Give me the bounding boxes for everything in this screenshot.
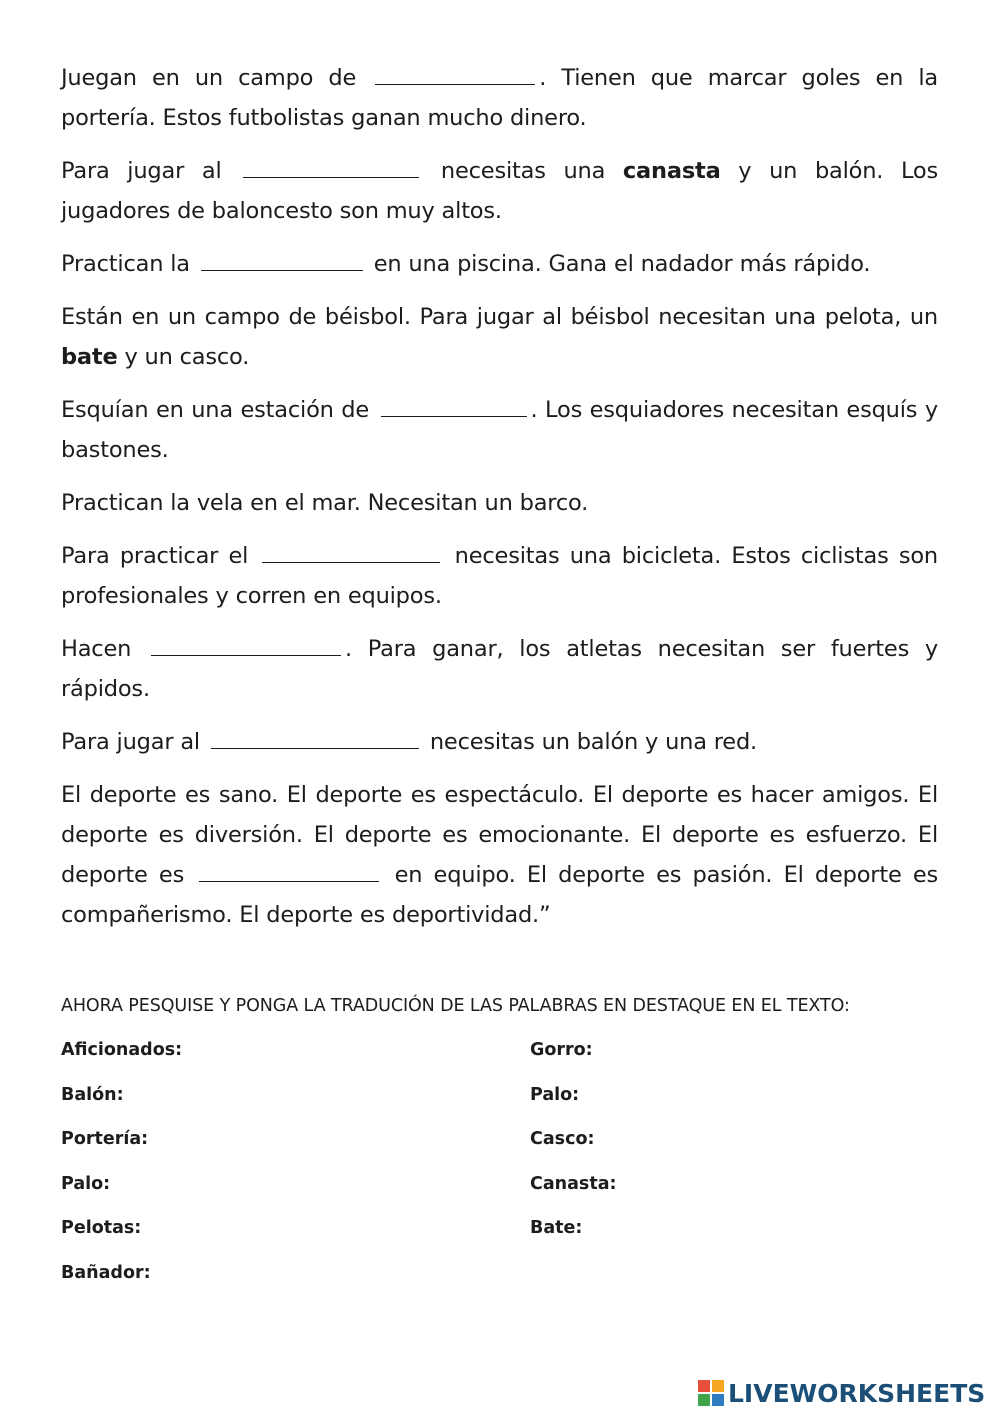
blank-input-8[interactable]	[151, 631, 341, 656]
blank-input-2[interactable]	[243, 153, 419, 178]
liveworksheets-logo	[698, 1377, 985, 1409]
paragraph-8	[61, 629, 938, 709]
vocab-row	[61, 1129, 661, 1174]
text: Están en un campo de béisbol. Para jugar al béisbol necesitan una pelota, un	[61, 304, 938, 330]
paragraph-3	[61, 244, 938, 284]
paragraph-9	[61, 722, 938, 762]
vocab-term[interactable]: Palo:	[530, 1084, 580, 1105]
blank-input-5[interactable]	[381, 392, 527, 417]
paragraph-7	[61, 536, 938, 616]
text: Practican la	[61, 251, 190, 277]
text: y un balón. Los jugadores de baloncesto son muy altos.	[61, 158, 938, 224]
vocab-term[interactable]: Canasta:	[530, 1173, 617, 1194]
text: Practican la vela en el mar. Necesitan un barco.	[61, 490, 589, 516]
text: . Tienen que marcar goles en la portería. Estos futbolistas ganan mucho dinero.	[61, 65, 939, 131]
vocab-term[interactable]: Gorro:	[530, 1040, 593, 1060]
vocabulary-list	[61, 1040, 661, 1308]
brand-name: LIVEWORKSHEETS	[728, 1378, 986, 1408]
text: Para jugar al	[61, 158, 222, 184]
text: necesitas una	[423, 158, 623, 184]
text: Para practicar el	[61, 543, 249, 569]
text: necesitas una bicicleta. Estos ciclistas son profesionales y corren en equipos.	[61, 543, 938, 609]
text: Juegan en un campo de	[61, 65, 357, 91]
vocab-term[interactable]: Bate:	[530, 1218, 583, 1239]
paragraph-10	[61, 775, 938, 935]
text: Esquían en una estación de	[61, 397, 369, 423]
text: . Para ganar, los atletas necesitan ser fuertes y rápidos.	[61, 636, 939, 702]
vocab-row	[61, 1174, 661, 1219]
paragraph-6	[61, 483, 938, 523]
text: necesitas un balón y una red.	[422, 729, 757, 755]
bold-word-canasta: canasta	[622, 158, 721, 184]
paragraph-5	[61, 390, 938, 470]
blank-input-10[interactable]	[199, 857, 379, 882]
text: en una piscina. Gana el nadador más rápido.	[366, 251, 871, 277]
text: Para jugar al	[61, 729, 200, 755]
paragraph-1	[61, 58, 938, 138]
worksheet-text	[61, 58, 938, 948]
blank-input-9[interactable]	[211, 724, 419, 749]
vocab-term[interactable]: Balón:	[61, 1084, 124, 1105]
vocab-term[interactable]: Pelotas:	[61, 1218, 142, 1239]
text: en equipo. El deporte es pasión. El deporte es compañerismo. El deporte es deportividad.”	[61, 862, 938, 928]
blank-input-3[interactable]	[201, 246, 363, 271]
vocab-row	[61, 1218, 661, 1263]
paragraph-4	[61, 297, 938, 377]
bold-word-bate: bate	[61, 344, 118, 370]
vocab-row	[61, 1263, 661, 1308]
text: . Los esquiadores necesitan esquís y bastones.	[61, 397, 938, 463]
vocab-term[interactable]: Portería:	[61, 1129, 149, 1150]
text: El deporte es sano. El deporte es espectáculo. El deporte es hacer amigos. El deporte es diversión. El deporte es emocionante. El deporte es esfuerzo. El deporte es	[61, 782, 938, 888]
vocab-term[interactable]: Aficionados:	[61, 1040, 183, 1060]
vocab-term[interactable]: Casco:	[530, 1129, 595, 1150]
text: y un casco.	[117, 344, 250, 370]
blank-input-7[interactable]	[262, 538, 440, 563]
paragraph-2	[61, 151, 938, 231]
vocab-term[interactable]: Palo:	[61, 1173, 111, 1194]
vocab-term[interactable]: Bañador:	[61, 1262, 151, 1283]
text: Hacen	[61, 636, 132, 662]
blank-input-1[interactable]	[375, 60, 535, 85]
liveworksheets-icon	[698, 1380, 724, 1406]
instruction-heading: AHORA PESQUISE Y PONGA LA TRADUCIÓN DE LAS PALABRAS EN DESTAQUE EN EL TEXTO:	[61, 996, 850, 1016]
vocab-row	[61, 1040, 661, 1085]
vocab-row	[61, 1085, 661, 1130]
